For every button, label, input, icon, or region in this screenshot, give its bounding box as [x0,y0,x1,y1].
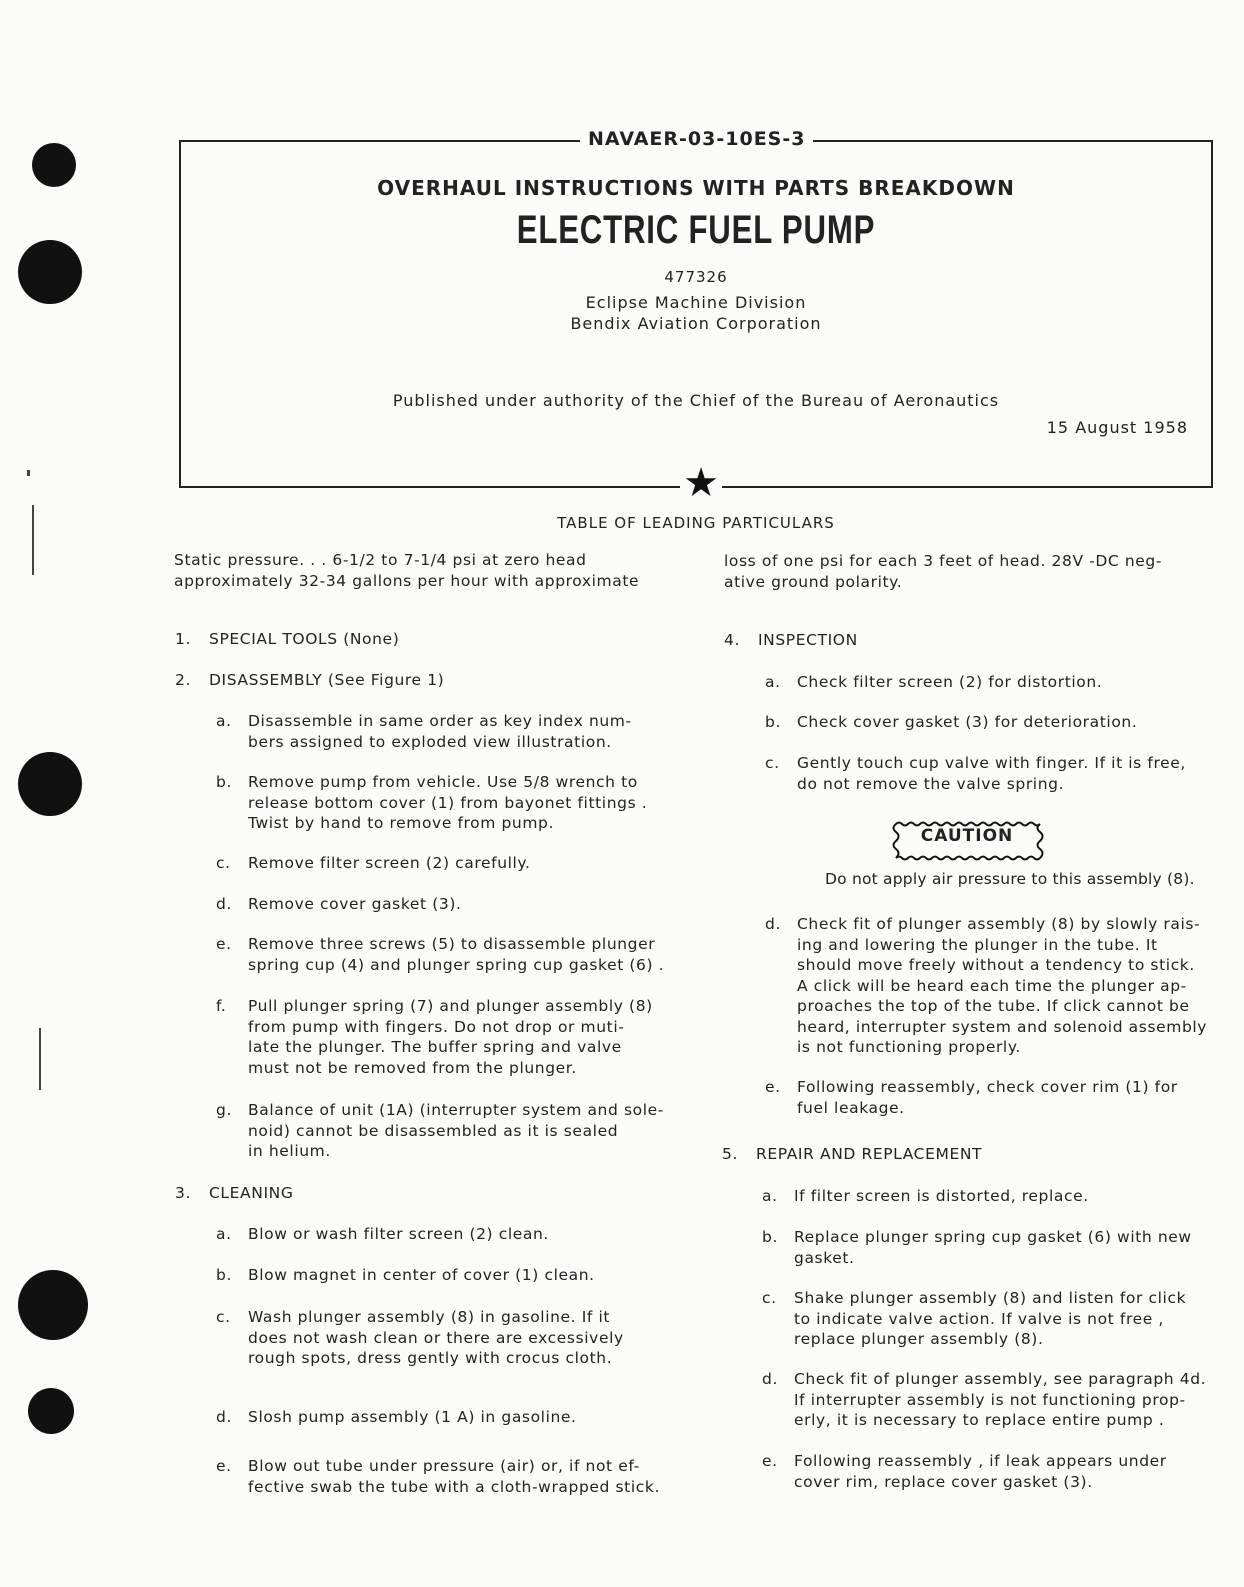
document-title: ELECTRIC FUEL PUMP [516,208,876,252]
company-name: Bendix Aviation Corporation [570,314,822,333]
margin-mark [27,470,30,476]
publication-date: 15 August 1958 [1046,418,1188,437]
binder-hole [18,752,82,816]
star-icon: ★ [680,462,722,504]
binder-hole [18,240,82,304]
margin-mark [32,505,34,575]
publication-authority: Published under authority of the Chief of the Bureau of Aeronautics [392,391,1000,410]
part-number: 477326 [664,268,728,286]
binder-hole [28,1388,74,1434]
caution-text: Do not apply air pressure to this assembly (8). [825,870,1195,888]
leading-particulars-heading: TABLE OF LEADING PARTICULARS [557,514,835,532]
caution-box [890,820,1044,862]
leading-particulars-left: Static pressure. . . 6-1/2 to 7-1/4 psi at zero head approximately 32-34 gallons per hour with approximate [174,551,640,590]
binder-hole [18,1270,88,1340]
margin-mark [39,1028,41,1090]
document-number: NAVAER-03-10ES-3 [580,128,813,150]
document-subtitle: OVERHAUL INSTRUCTIONS WITH PARTS BREAKDOWN [377,176,1015,200]
caution-label: CAUTION [920,826,1014,846]
company-division: Eclipse Machine Division [585,293,807,312]
leading-particulars-right: loss of one psi for each 3 feet of head. 28V -DC neg- ative ground polarity. [724,552,1163,591]
binder-hole [32,143,76,187]
